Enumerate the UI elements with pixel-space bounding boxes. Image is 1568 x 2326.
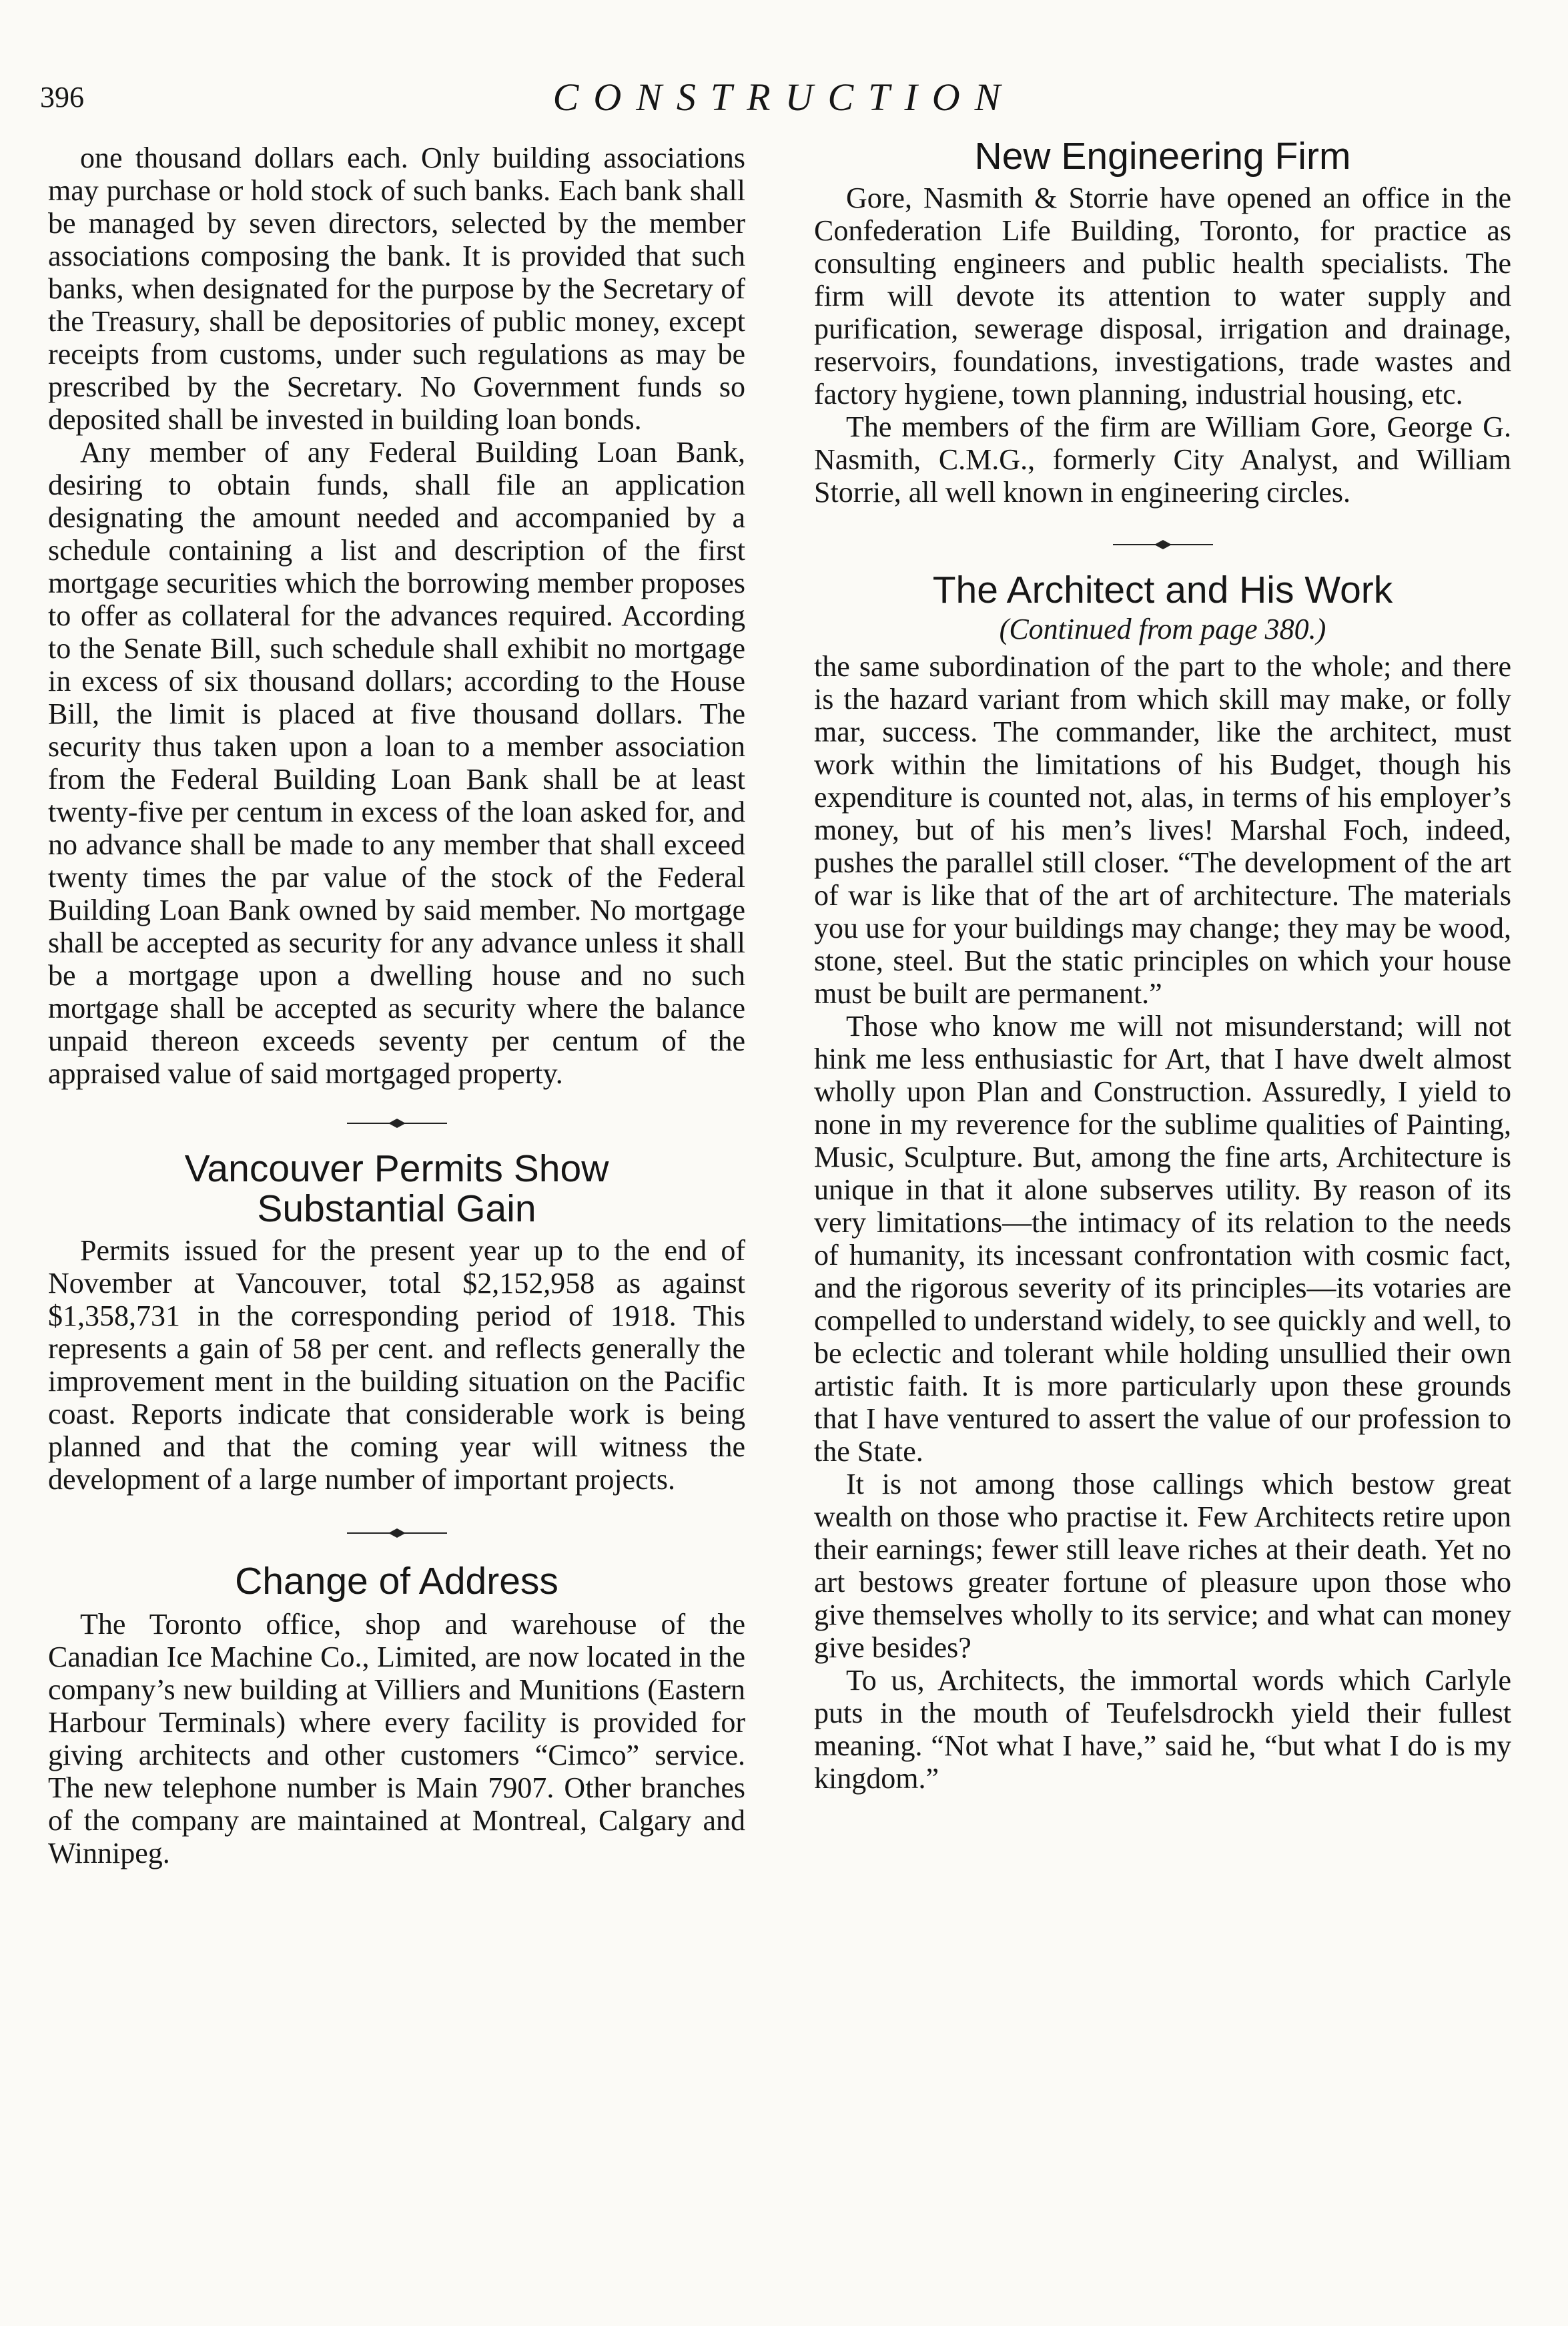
left-column [48,140,745,1869]
article-change-of-address [48,1561,745,1869]
paragraph: The Toronto office, shop and warehouse of the Canadian Ice Machine Co., Limited, are now located in the company’s new building at Villiers and Munitions (Eastern Harbour Terminals) where every facility is provided for giving architects and other customers “Cimco” service. The new telephone number is Main 7907. Other branches of the company are maintained at Montreal, Calgary and Winnipeg. [48,1608,745,1869]
article-title: Vancouver Permits Show [184,1147,609,1190]
paragraph: the same subordination of the part to the whole; and there is the hazard variant from which skill may make, or folly mar, success. The commander, like the architect, must work within the limitations of his Budget, though his expenditure is counted not, alas, in terms of his employer’s money, but of his men’s lives! Marshal Foch, indeed, pushes the parallel still closer. “The development of the art of war is like that of the art of architecture. The materials you use for your buildings may change; they may be wood, stone, steel. But the static principles on which your house must be built are permanent.” [814,650,1511,1010]
right-column [814,135,1511,1795]
article-subtitle: (Continued from page 380.) [999,613,1326,645]
section-divider [48,1514,745,1552]
section-divider [48,1105,745,1142]
article-engineering-firm [814,136,1511,509]
paragraph: It is not among those callings which bestow great wealth on those who practise it. Few Architects retire upon their earnings; fewer still leave riches at their death. Yet no art bestows greater fortune of pleasure upon those who give themselves wholly to its service; and what can money give besides? [814,1468,1511,1664]
article-title: New Engineering Firm [974,135,1351,178]
running-head: CONSTRUCTION [552,75,1016,119]
paragraph: Any member of any Federal Building Loan Bank, desiring to obtain funds, shall file an application designating the amount needed and accompanied by a schedule containing a list and description of the first mortgage securities which the borrowing member proposes to offer as collateral for the advances required. According to the Senate Bill, such schedule shall exhibit no mortgage in excess of six thousand dollars; according to the House Bill, the limit is placed at five thousand dollars. The security thus taken upon a loan to a member association from the Federal Building Loan Bank shall be at least twenty-five per centum in excess of the loan asked for, and no advance shall be made to any member that shall exceed twenty times the par value of the stock of the Federal Building Loan Bank owned by said member. No mortgage shall be accepted as security for any advance unless it shall be a mortgage upon a dwelling house and no such mortgage shall be accepted as security where the balance unpaid thereon exceeds seventy per centum of the appraised value of said mortgaged property. [48,436,745,1090]
paragraph: Gore, Nasmith & Storrie have opened an office in the Confederation Life Building, Toronto, for practice as consulting engineers and public health specialists. The firm will devote its attention to water supply and purification, sewerage disposal, irrigation and drainage, reservoirs, foundations, investigations, trade wastes and factory hygiene, town planning, industrial housing, etc. [814,182,1511,410]
article-title: Substantial Gain [257,1187,536,1230]
paragraph: Those who know me will not misunderstand; will not hink me less enthusiastic for Art, that I have dwelt almost wholly upon Plan and Construction. Assuredly, I yield to none in my reverence for the sublime qualities of Painting, Music, Sculpture. But, among the fine arts, Architecture is unique in that it alone subserves utility. By reason of its very limitations—the intimacy of its relation to the needs of humanity, its incessant confrontation with cosmic fact, and the rigorous severity of its principles—its votaries are compelled to understand widely, to see quickly and well, to be eclectic and tolerant while holding unsullied their own artistic faith. It is more particularly upon these grounds that I have ventured to assert the value of our profession to the State. [814,1010,1511,1468]
paragraph: The members of the firm are William Gore, George G. Nasmith, C.M.G., formerly City Analyst, and William Storrie, all well known in engineering circles. [814,410,1511,509]
page-number: 396 [40,81,84,113]
article-architect [814,570,1511,1795]
article-title: The Architect and His Work [932,569,1393,611]
article-title: Change of Address [235,1560,558,1603]
article-vancouver [48,1149,745,1496]
paragraph: Permits issued for the present year up to the end of November at Vancouver, total $2,152,958 as against $1,358,731 in the corresponding period of 1918. This represents a gain of 58 per cent. and reflects generally the improvement ment in the building situation on the Pacific coast. Reports indicate that considerable work is being planned and that the coming year will witness the development of a large number of important projects. [48,1234,745,1496]
paragraph: To us, Architects, the immortal words which Carlyle puts in the mouth of Teufelsdrockh yield their fullest meaning. “Not what I have,” said he, “but what I do is my kingdom.” [814,1664,1511,1795]
section-divider [814,526,1511,563]
paragraph: one thousand dollars each. Only building associations may purchase or hold stock of such banks. Each bank shall be managed by seven directors, selected by the member associations composing the bank. It is provided that such banks, when designated for the purpose by the Secretary of the Treasury, shall be depositories of public money, except receipts from customs, under such regulations as may be prescribed by the Secretary. No Government funds so deposited shall be invested in building loan bonds. [48,141,745,436]
